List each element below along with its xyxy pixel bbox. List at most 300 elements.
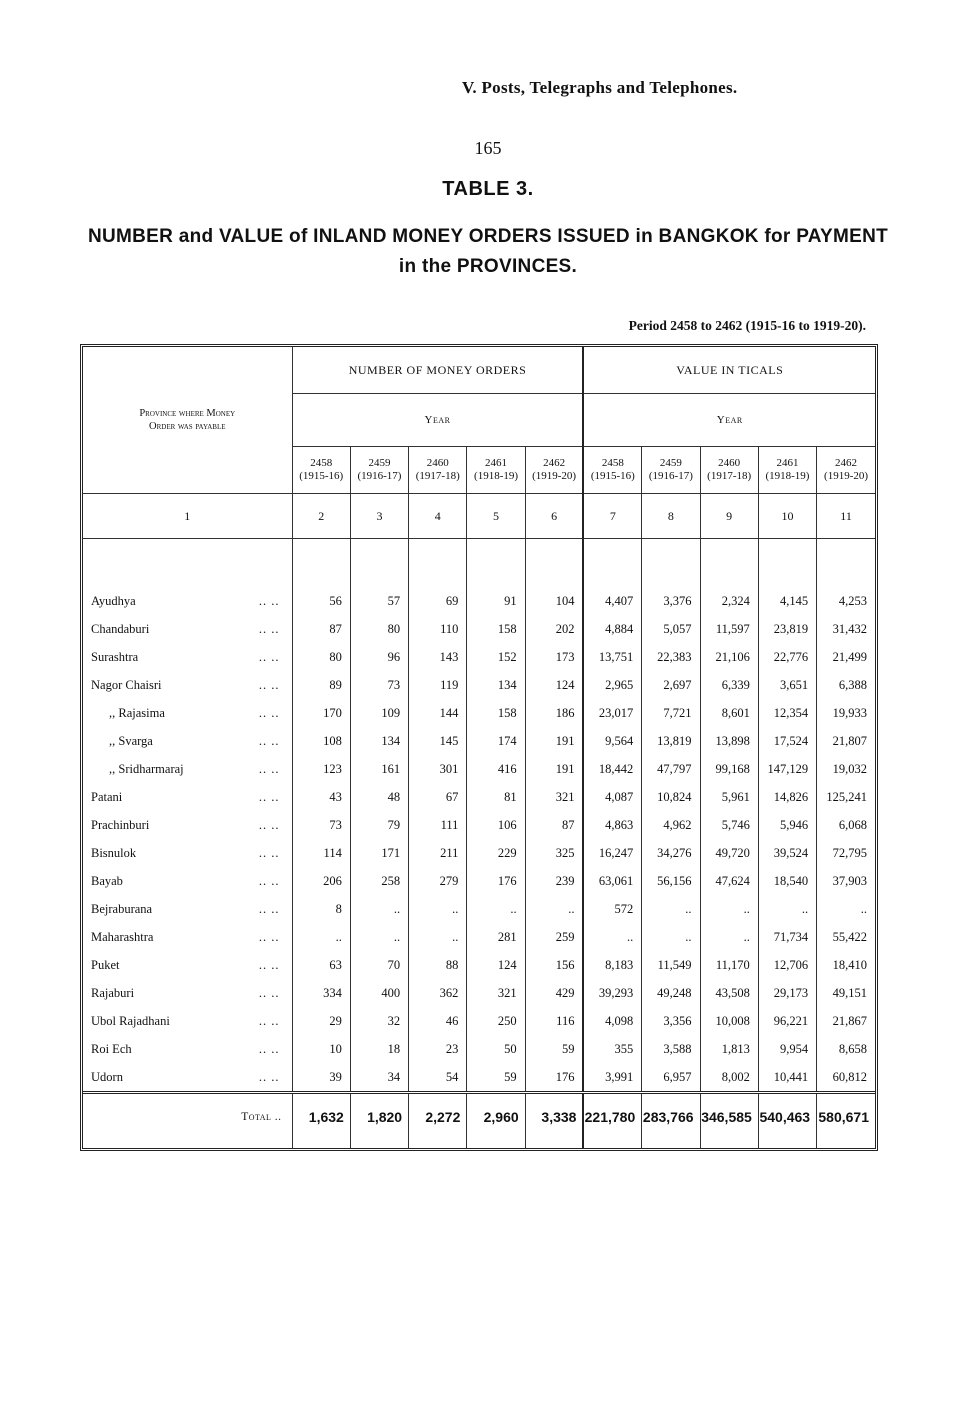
data-cell: 143 bbox=[409, 643, 467, 671]
data-cell: 281 bbox=[467, 923, 525, 951]
table-row bbox=[83, 923, 875, 951]
total-cell: 580,671 bbox=[817, 1093, 875, 1141]
year-period: (1919-20) bbox=[532, 470, 577, 482]
table-title-line1: NUMBER and VALUE of INLAND MONEY ORDERS ISSUED in BANGKOK for PAYMENT bbox=[87, 226, 889, 247]
data-cell: 202 bbox=[525, 615, 583, 643]
data-cell: 10,441 bbox=[758, 1063, 816, 1093]
data-cell: 114 bbox=[292, 839, 350, 867]
data-cell: 13,898 bbox=[700, 727, 758, 755]
data-cell: 47,624 bbox=[700, 867, 758, 895]
province-name: Patani bbox=[91, 789, 123, 804]
data-cell: 57 bbox=[350, 587, 408, 615]
province-cell bbox=[83, 1063, 292, 1093]
data-cell: 7,721 bbox=[642, 699, 700, 727]
data-cell: 87 bbox=[525, 811, 583, 839]
province-name: Ayudhya bbox=[91, 593, 136, 608]
group-header-number: NUMBER OF MONEY ORDERS bbox=[292, 347, 583, 394]
data-cell: 4,253 bbox=[838, 593, 867, 608]
column-number: 7 bbox=[583, 494, 641, 539]
data-cell: .. bbox=[700, 895, 758, 923]
province-cell bbox=[83, 755, 292, 783]
year-column-header bbox=[350, 447, 408, 494]
data-cell: 22,383 bbox=[642, 643, 700, 671]
data-cell: 186 bbox=[525, 699, 583, 727]
page-number: 165 bbox=[474, 138, 502, 158]
data-cell: 14,826 bbox=[758, 783, 816, 811]
data-cell: 4,145 bbox=[758, 587, 816, 615]
province-cell bbox=[83, 727, 292, 755]
leader-dots: .. .. bbox=[258, 705, 280, 720]
leader-dots: .. .. bbox=[258, 985, 280, 1000]
data-cell: 334 bbox=[292, 979, 350, 1007]
data-cell: 69 bbox=[409, 587, 467, 615]
period-note: Period 2458 to 2462 (1915-16 to 1919-20). bbox=[628, 318, 866, 333]
data-cell: 3,588 bbox=[642, 1035, 700, 1063]
data-cell: 429 bbox=[525, 979, 583, 1007]
data-cell: 116 bbox=[525, 1007, 583, 1035]
data-cell: 49,720 bbox=[700, 839, 758, 867]
province-name: Bejraburana bbox=[91, 901, 153, 916]
data-cell: 63,061 bbox=[583, 867, 641, 895]
data-cell: 145 bbox=[409, 727, 467, 755]
data-cell: 89 bbox=[292, 671, 350, 699]
data-cell: 81 bbox=[467, 783, 525, 811]
data-cell: 12,706 bbox=[758, 951, 816, 979]
table-row bbox=[83, 755, 875, 783]
year-period: (1915-16) bbox=[590, 470, 635, 482]
year-column-header bbox=[292, 447, 350, 494]
leader-dots: .. .. bbox=[258, 845, 280, 860]
table-row bbox=[83, 867, 875, 895]
data-cell: 23 bbox=[409, 1035, 467, 1063]
column-number: 8 bbox=[642, 494, 700, 539]
data-cell: 134 bbox=[467, 671, 525, 699]
province-name: Maharashtra bbox=[91, 929, 154, 944]
data-cell: 4,098 bbox=[583, 1007, 641, 1035]
data-cell: 23,819 bbox=[758, 615, 816, 643]
data-cell: 34 bbox=[350, 1063, 408, 1093]
year-column-header bbox=[525, 447, 583, 494]
data-cell: 70 bbox=[350, 951, 408, 979]
data-cell: 6,388 bbox=[838, 677, 867, 692]
year-column-header bbox=[583, 447, 641, 494]
data-cell: 110 bbox=[409, 615, 467, 643]
data-cell: 71,734 bbox=[758, 923, 816, 951]
data-cell: 43,508 bbox=[700, 979, 758, 1007]
year-value: 2460 bbox=[426, 457, 449, 469]
data-cell: 10,008 bbox=[700, 1007, 758, 1035]
data-cell: 191 bbox=[525, 727, 583, 755]
year-value: 2459 bbox=[368, 457, 391, 469]
year-period: (1918-19) bbox=[474, 470, 519, 482]
data-cell: 321 bbox=[525, 783, 583, 811]
data-cell: 29,173 bbox=[758, 979, 816, 1007]
province-cell bbox=[83, 867, 292, 895]
data-cell: 170 bbox=[292, 699, 350, 727]
table-row bbox=[83, 951, 875, 979]
province-header-line1: Province where Money bbox=[139, 408, 236, 419]
total-cell: 2,960 bbox=[467, 1093, 525, 1141]
year-value: 2460 bbox=[718, 457, 741, 469]
column-number: 11 bbox=[817, 494, 875, 539]
total-cell: 2,272 bbox=[409, 1093, 467, 1141]
data-cell: 3,991 bbox=[583, 1063, 641, 1093]
data-cell: .. bbox=[700, 923, 758, 951]
data-cell: 191 bbox=[525, 755, 583, 783]
data-cell: 87 bbox=[292, 615, 350, 643]
year-value: 2462 bbox=[543, 457, 566, 469]
data-cell: 21,807 bbox=[832, 733, 867, 748]
year-column-header bbox=[467, 447, 525, 494]
province-cell bbox=[83, 951, 292, 979]
data-cell: 43 bbox=[292, 783, 350, 811]
province-cell bbox=[83, 615, 292, 643]
data-cell: 104 bbox=[525, 587, 583, 615]
data-cell: .. bbox=[409, 895, 467, 923]
year-value: 2458 bbox=[601, 457, 624, 469]
year-value: 2461 bbox=[485, 457, 508, 469]
province-cell bbox=[83, 671, 292, 699]
data-cell: 176 bbox=[525, 1063, 583, 1093]
data-cell: 301 bbox=[409, 755, 467, 783]
data-cell: .. bbox=[350, 923, 408, 951]
data-cell: .. bbox=[642, 923, 700, 951]
province-name: Udorn bbox=[91, 1069, 123, 1084]
data-cell: 73 bbox=[350, 671, 408, 699]
section-heading: V. Posts, Telegraphs and Telephones. bbox=[462, 78, 738, 97]
data-cell: .. bbox=[758, 895, 816, 923]
table-row bbox=[83, 1063, 875, 1093]
data-cell: 5,746 bbox=[700, 811, 758, 839]
data-cell: 9,954 bbox=[758, 1035, 816, 1063]
table-title-line2: in the PROVINCES. bbox=[398, 256, 578, 277]
data-cell: .. bbox=[350, 895, 408, 923]
data-cell: 108 bbox=[292, 727, 350, 755]
year-period: (1919-20) bbox=[824, 470, 869, 482]
data-cell: 73 bbox=[292, 811, 350, 839]
data-cell: 173 bbox=[525, 643, 583, 671]
data-cell: 59 bbox=[467, 1063, 525, 1093]
data-cell: 400 bbox=[350, 979, 408, 1007]
data-cell: 2,324 bbox=[700, 587, 758, 615]
leader-dots: .. .. bbox=[258, 957, 280, 972]
data-cell: 6,068 bbox=[838, 817, 867, 832]
total-row bbox=[83, 1093, 875, 1141]
year-period: (1917-18) bbox=[415, 470, 460, 482]
data-cell: 158 bbox=[467, 699, 525, 727]
leader-dots: .. .. bbox=[258, 593, 280, 608]
data-cell: 39,524 bbox=[758, 839, 816, 867]
data-cell: 60,812 bbox=[832, 1069, 867, 1084]
data-cell: 12,354 bbox=[758, 699, 816, 727]
data-cell: 10,824 bbox=[642, 783, 700, 811]
data-cell: 250 bbox=[467, 1007, 525, 1035]
data-cell: 96 bbox=[350, 643, 408, 671]
data-cell: 48 bbox=[350, 783, 408, 811]
data-cell: 11,597 bbox=[700, 615, 758, 643]
data-cell: 321 bbox=[467, 979, 525, 1007]
year-period: (1915-16) bbox=[299, 470, 344, 482]
data-cell: 37,903 bbox=[832, 873, 867, 888]
data-cell: 8,002 bbox=[700, 1063, 758, 1093]
year-column-header bbox=[817, 447, 875, 494]
leader-dots: .. .. bbox=[258, 901, 280, 916]
table-row bbox=[83, 895, 875, 923]
data-cell: 4,407 bbox=[583, 587, 641, 615]
data-cell: 96,221 bbox=[758, 1007, 816, 1035]
province-cell bbox=[83, 643, 292, 671]
year-column-header bbox=[700, 447, 758, 494]
leader-dots: .. .. bbox=[258, 817, 280, 832]
group-header-value: VALUE IN TICALS bbox=[583, 347, 875, 394]
spacer-row bbox=[83, 539, 875, 588]
data-cell: .. bbox=[583, 923, 641, 951]
data-cell: 355 bbox=[583, 1035, 641, 1063]
data-cell: 1,813 bbox=[700, 1035, 758, 1063]
data-cell: 156 bbox=[525, 951, 583, 979]
data-cell: 3,651 bbox=[758, 671, 816, 699]
data-cell: .. bbox=[409, 923, 467, 951]
table-row bbox=[83, 699, 875, 727]
data-cell: 325 bbox=[525, 839, 583, 867]
data-cell: 31,432 bbox=[832, 621, 867, 636]
bottom-pad-row bbox=[83, 1140, 875, 1148]
province-cell bbox=[83, 1007, 292, 1035]
data-cell: 2,697 bbox=[642, 671, 700, 699]
data-cell: 13,819 bbox=[642, 727, 700, 755]
data-cell: 34,276 bbox=[642, 839, 700, 867]
province-name: ,, Svarga bbox=[109, 733, 153, 748]
table-label: TABLE 3. bbox=[442, 178, 534, 200]
data-cell: 572 bbox=[583, 895, 641, 923]
leader-dots: .. .. bbox=[258, 733, 280, 748]
table-row bbox=[83, 643, 875, 671]
table-title bbox=[70, 222, 906, 282]
data-cell: 3,356 bbox=[642, 1007, 700, 1035]
data-cell: 56 bbox=[292, 587, 350, 615]
data-cell: 19,032 bbox=[832, 761, 867, 776]
data-cell: .. bbox=[525, 895, 583, 923]
data-cell: 5,961 bbox=[700, 783, 758, 811]
year-column-header bbox=[409, 447, 467, 494]
data-cell: 4,884 bbox=[583, 615, 641, 643]
total-cell: 221,780 bbox=[583, 1093, 641, 1141]
year-label-value: Year bbox=[583, 394, 875, 447]
column-number: 3 bbox=[350, 494, 408, 539]
year-period: (1916-17) bbox=[357, 470, 402, 482]
data-cell: 79 bbox=[350, 811, 408, 839]
data-cell: 72,795 bbox=[832, 845, 867, 860]
column-number: 1 bbox=[83, 494, 292, 539]
data-cell: 50 bbox=[467, 1035, 525, 1063]
table-row bbox=[83, 979, 875, 1007]
data-cell: 21,867 bbox=[832, 1013, 867, 1028]
table-row bbox=[83, 727, 875, 755]
money-orders-table bbox=[80, 344, 878, 1151]
data-cell: 80 bbox=[292, 643, 350, 671]
data-cell: 239 bbox=[525, 867, 583, 895]
data-cell: 11,549 bbox=[642, 951, 700, 979]
data-cell: 158 bbox=[467, 615, 525, 643]
province-cell bbox=[83, 979, 292, 1007]
data-cell: 18,442 bbox=[583, 755, 641, 783]
province-name: Puket bbox=[91, 957, 120, 972]
table-row bbox=[83, 587, 875, 615]
year-value: 2462 bbox=[835, 457, 858, 469]
data-cell: 91 bbox=[467, 587, 525, 615]
leader-dots: .. .. bbox=[258, 761, 280, 776]
province-cell bbox=[83, 699, 292, 727]
province-name: ,, Rajasima bbox=[109, 705, 165, 720]
leader-dots: .. .. bbox=[258, 1013, 280, 1028]
data-cell: .. bbox=[860, 901, 867, 916]
data-cell: 18,540 bbox=[758, 867, 816, 895]
province-name: Chandaburi bbox=[91, 621, 150, 636]
data-cell: 99,168 bbox=[700, 755, 758, 783]
data-cell: 55,422 bbox=[832, 929, 867, 944]
province-name: ,, Sridharmaraj bbox=[109, 761, 184, 776]
data-cell: 174 bbox=[467, 727, 525, 755]
data-cell: 176 bbox=[467, 867, 525, 895]
data-cell: 88 bbox=[409, 951, 467, 979]
data-cell: 206 bbox=[292, 867, 350, 895]
column-number: 6 bbox=[525, 494, 583, 539]
province-header-line2: Order was payable bbox=[149, 421, 226, 432]
data-cell: 23,017 bbox=[583, 699, 641, 727]
data-cell: 134 bbox=[350, 727, 408, 755]
data-cell: 18,410 bbox=[832, 957, 867, 972]
year-label-number: Year bbox=[292, 394, 583, 447]
data-cell: 161 bbox=[350, 755, 408, 783]
data-cell: 56,156 bbox=[642, 867, 700, 895]
data-cell: 9,564 bbox=[583, 727, 641, 755]
data-cell: 2,965 bbox=[583, 671, 641, 699]
province-name: Nagor Chaisri bbox=[91, 677, 162, 692]
data-cell: 63 bbox=[292, 951, 350, 979]
data-cell: 152 bbox=[467, 643, 525, 671]
province-name: Bisnulok bbox=[91, 845, 137, 860]
province-name: Ubol Rajadhani bbox=[91, 1013, 170, 1028]
data-cell: 49,248 bbox=[642, 979, 700, 1007]
data-cell: 125,241 bbox=[826, 789, 867, 804]
province-cell bbox=[83, 783, 292, 811]
data-cell: 8,601 bbox=[700, 699, 758, 727]
year-value: 2459 bbox=[659, 457, 682, 469]
year-value: 2458 bbox=[310, 457, 333, 469]
data-cell: 39 bbox=[292, 1063, 350, 1093]
data-cell: 4,863 bbox=[583, 811, 641, 839]
leader-dots: .. .. bbox=[258, 789, 280, 804]
data-cell: 49,151 bbox=[832, 985, 867, 1000]
data-cell: 258 bbox=[350, 867, 408, 895]
data-cell: 54 bbox=[409, 1063, 467, 1093]
data-cell: 119 bbox=[409, 671, 467, 699]
data-cell: 6,339 bbox=[700, 671, 758, 699]
year-period: (1918-19) bbox=[765, 470, 810, 482]
data-cell: 67 bbox=[409, 783, 467, 811]
data-cell: .. bbox=[467, 895, 525, 923]
province-cell bbox=[83, 923, 292, 951]
data-cell: 39,293 bbox=[583, 979, 641, 1007]
data-cell: 259 bbox=[525, 923, 583, 951]
data-cell: 8,183 bbox=[583, 951, 641, 979]
total-cell: 1,632 bbox=[292, 1093, 350, 1141]
data-cell: 4,087 bbox=[583, 783, 641, 811]
column-number: 4 bbox=[409, 494, 467, 539]
province-name: Rajaburi bbox=[91, 985, 135, 1000]
data-cell: 11,170 bbox=[700, 951, 758, 979]
data-cell: 416 bbox=[467, 755, 525, 783]
data-cell: 171 bbox=[350, 839, 408, 867]
data-cell: 22,776 bbox=[758, 643, 816, 671]
data-cell: 21,499 bbox=[832, 649, 867, 664]
column-number: 9 bbox=[700, 494, 758, 539]
data-table bbox=[83, 347, 875, 1148]
column-number: 10 bbox=[758, 494, 816, 539]
table-row bbox=[83, 839, 875, 867]
data-cell: 362 bbox=[409, 979, 467, 1007]
province-name: Roi Ech bbox=[91, 1041, 132, 1056]
data-cell: 109 bbox=[350, 699, 408, 727]
total-label: Total .. bbox=[83, 1093, 292, 1141]
data-cell: 3,376 bbox=[642, 587, 700, 615]
province-cell bbox=[83, 1035, 292, 1063]
data-cell: 46 bbox=[409, 1007, 467, 1035]
data-cell: 32 bbox=[350, 1007, 408, 1035]
province-cell bbox=[83, 895, 292, 923]
province-column-header bbox=[83, 347, 292, 494]
data-cell: 147,129 bbox=[758, 755, 816, 783]
province-name: Surashtra bbox=[91, 649, 139, 664]
data-cell: 4,962 bbox=[642, 811, 700, 839]
table-row bbox=[83, 671, 875, 699]
province-cell bbox=[83, 587, 292, 615]
data-cell: 21,106 bbox=[700, 643, 758, 671]
data-cell: 13,751 bbox=[583, 643, 641, 671]
province-cell bbox=[83, 839, 292, 867]
province-name: Prachinburi bbox=[91, 817, 150, 832]
total-cell: 540,463 bbox=[758, 1093, 816, 1141]
column-number: 2 bbox=[292, 494, 350, 539]
province-cell bbox=[83, 811, 292, 839]
table-row bbox=[83, 783, 875, 811]
leader-dots: .. .. bbox=[258, 677, 280, 692]
data-cell: 124 bbox=[525, 671, 583, 699]
year-period: (1916-17) bbox=[648, 470, 693, 482]
leader-dots: .. .. bbox=[258, 621, 280, 636]
leader-dots: .. .. bbox=[258, 1069, 280, 1084]
leader-dots: .. .. bbox=[258, 1041, 280, 1056]
data-cell: 123 bbox=[292, 755, 350, 783]
data-cell: 124 bbox=[467, 951, 525, 979]
data-cell: 6,957 bbox=[642, 1063, 700, 1093]
data-cell: 106 bbox=[467, 811, 525, 839]
year-column-header bbox=[642, 447, 700, 494]
data-cell: 17,524 bbox=[758, 727, 816, 755]
data-cell: .. bbox=[642, 895, 700, 923]
total-cell: 1,820 bbox=[350, 1093, 408, 1141]
total-cell: 283,766 bbox=[642, 1093, 700, 1141]
data-cell: 279 bbox=[409, 867, 467, 895]
data-cell: 47,797 bbox=[642, 755, 700, 783]
data-cell: 8 bbox=[292, 895, 350, 923]
year-value: 2461 bbox=[776, 457, 799, 469]
leader-dots: .. .. bbox=[258, 873, 280, 888]
province-name: Bayab bbox=[91, 873, 123, 888]
year-column-header bbox=[758, 447, 816, 494]
data-cell: 5,057 bbox=[642, 615, 700, 643]
table-row bbox=[83, 1007, 875, 1035]
